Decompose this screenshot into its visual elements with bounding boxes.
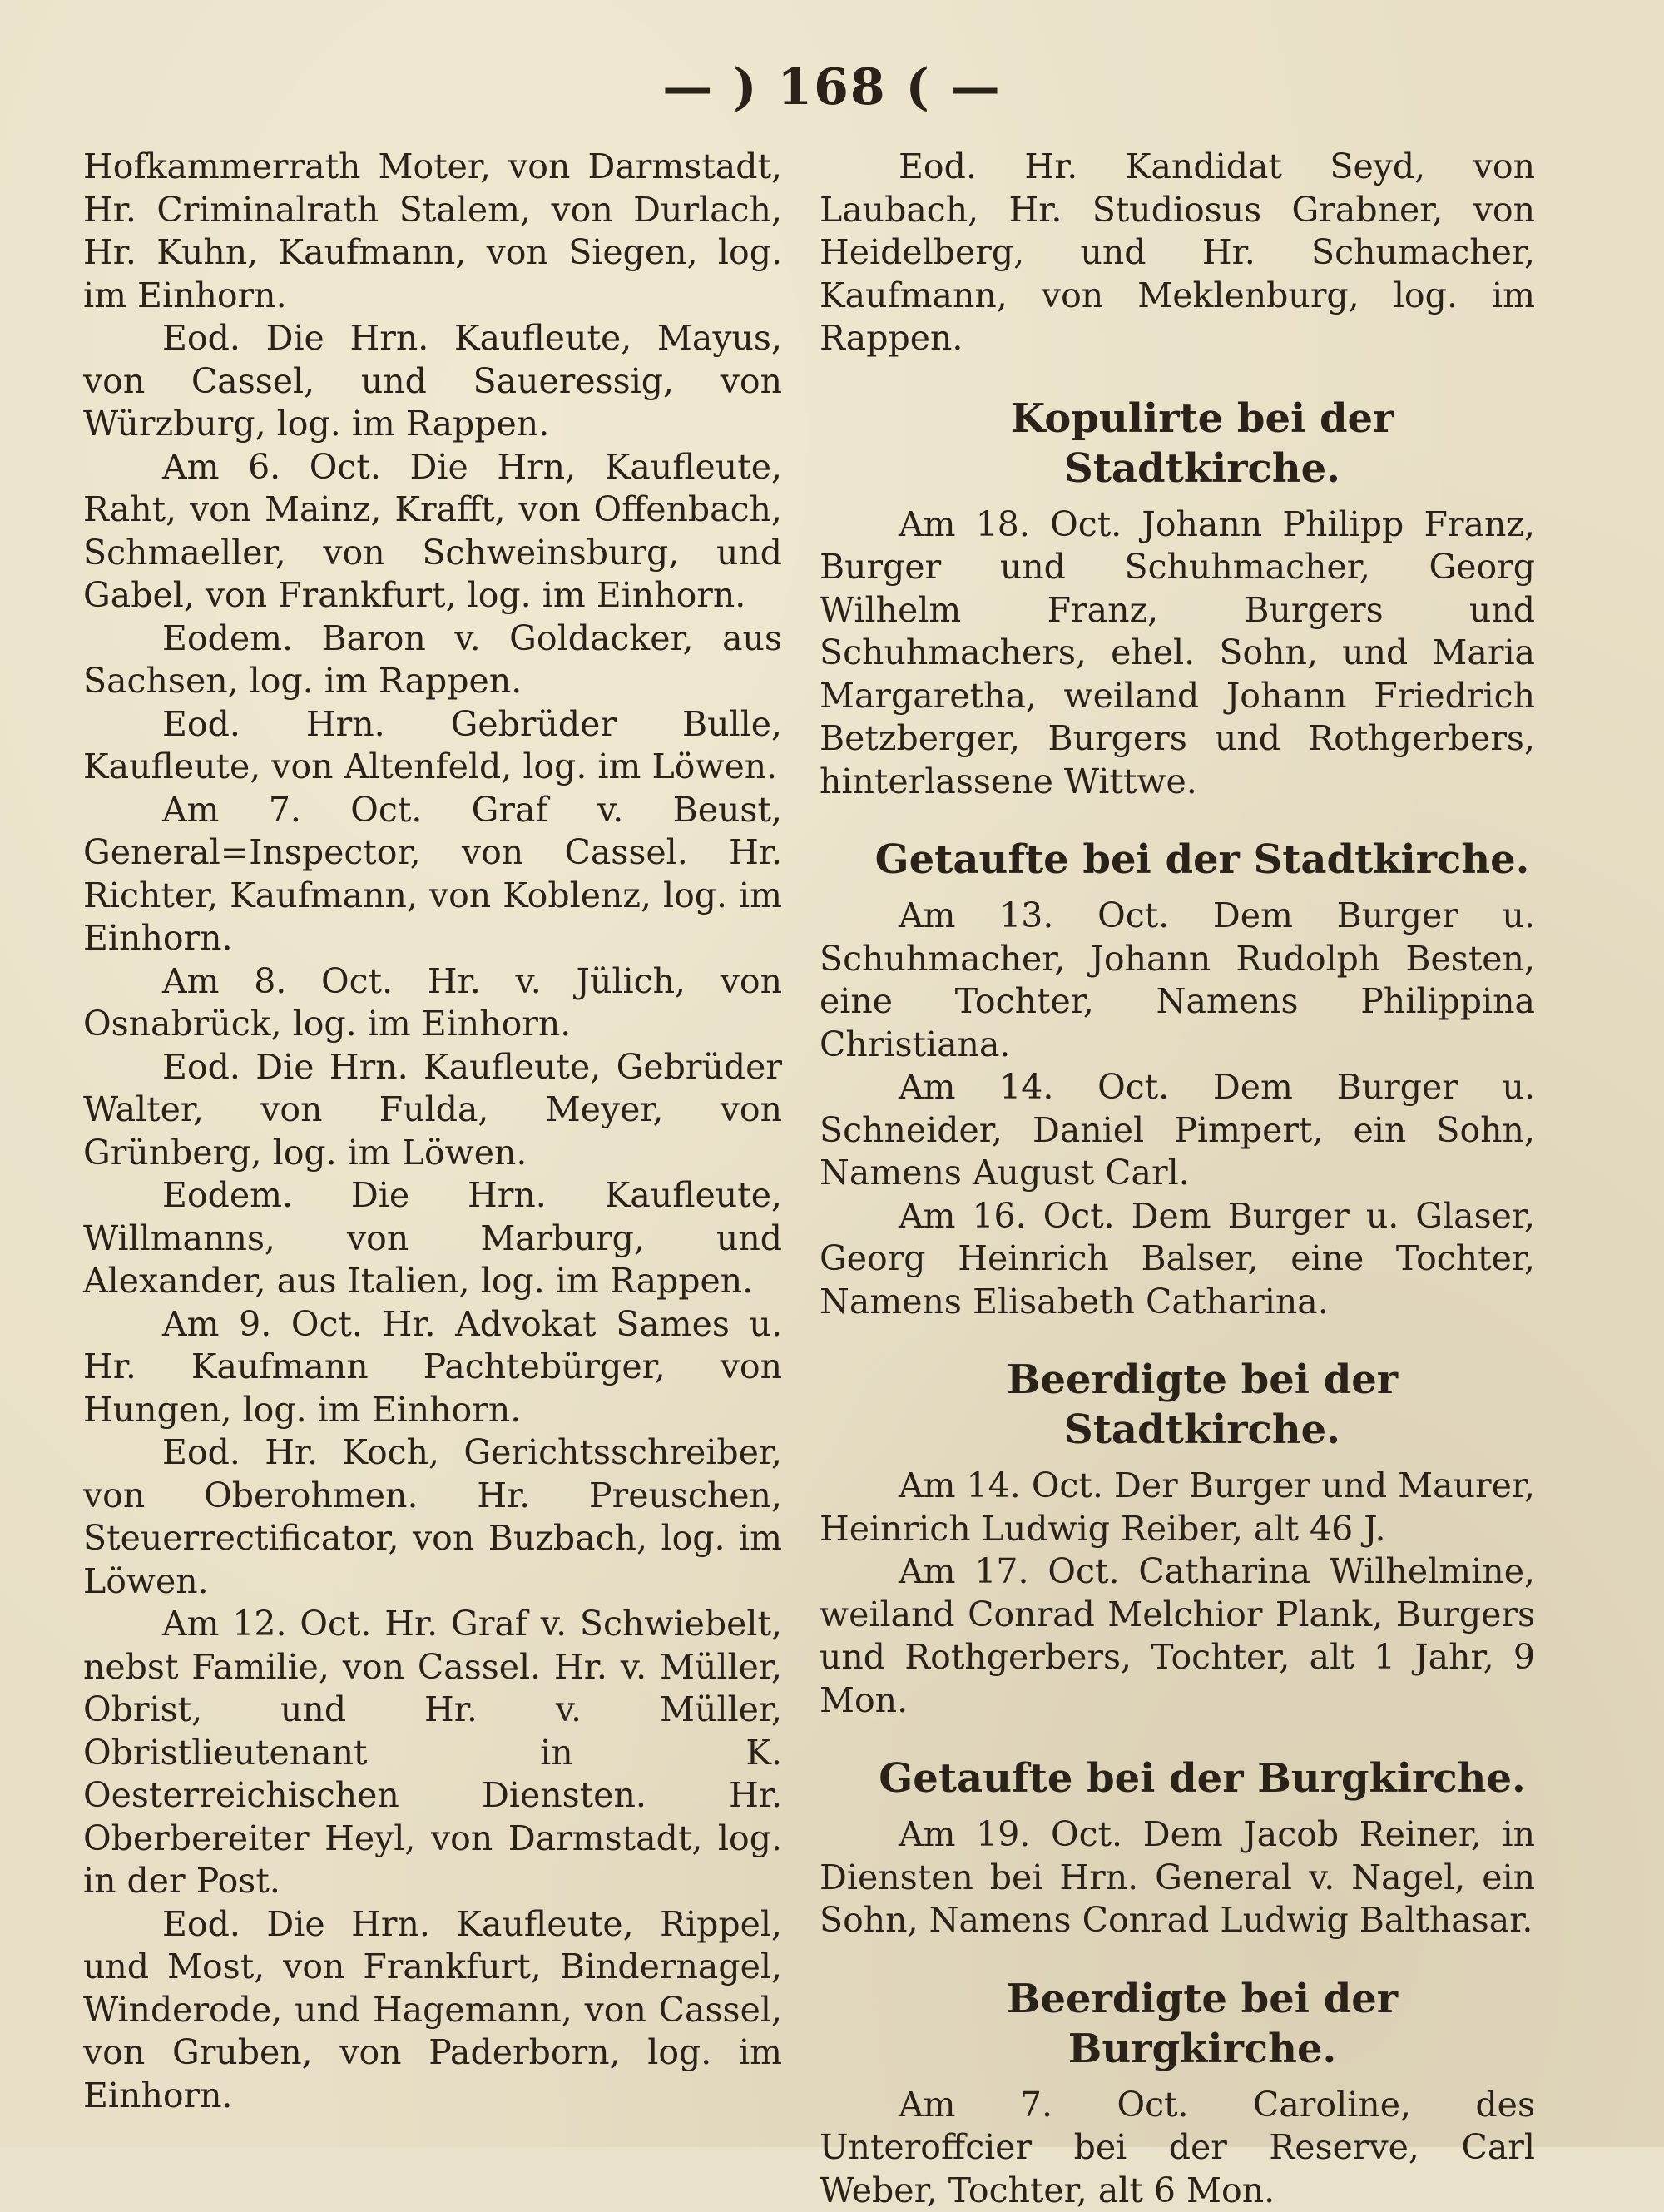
entry-paragraph: Am 17. Oct. Catharina Wilhelmine, weiland Conrad Melchior Plank, Burgers und Rothgerbers, Tochter, alt 1 Jahr, 9 Mon. <box>820 1550 1535 1722</box>
section-heading: Beerdigte bei der Burgkirche. <box>820 1974 1535 2074</box>
entry-paragraph: Eod. Die Hrn. Kaufleute, Mayus, von Cassel, und Saueressig, von Würzburg, log. im Rappen. <box>83 317 782 446</box>
entry-paragraph: Am 19. Oct. Dem Jacob Reiner, in Diensten bei Hrn. General v. Nagel, ein Sohn, Namens Conrad Ludwig Balthasar. <box>820 1813 1535 1942</box>
entry-paragraph: Am 13. Oct. Dem Burger u. Schuhmacher, Johann Rudolph Besten, eine Tochter, Namens Philippina Christiana. <box>820 895 1535 1066</box>
entry-paragraph: Am 7. Oct. Graf v. Beust, General=Inspector, von Cassel. Hr. Richter, Kaufmann, von Koblenz, log. im Einhorn. <box>83 789 782 960</box>
entry-paragraph: Am 18. Oct. Johann Philipp Franz, Burger und Schuhmacher, Georg Wilhelm Franz, Burgers und Schuhmachers, ehel. Sohn, und Maria Margaretha, weiland Johann Friedrich Betzberger, Burgers und Rothgerbers, hinterlassene Wittwe. <box>820 503 1535 804</box>
entry-paragraph: Am 14. Oct. Dem Burger u. Schneider, Daniel Pimpert, ein Sohn, Namens August Carl. <box>820 1066 1535 1195</box>
entry-paragraph: Eod. Die Hrn. Kaufleute, Rippel, und Most, von Frankfurt, Bindernagel, Winderode, und Hagemann, von Cassel, von Gruben, von Paderborn, log. im Einhorn. <box>83 1903 782 2118</box>
entry-paragraph: Eod. Die Hrn. Kaufleute, Gebrüder Walter, von Fulda, Meyer, von Grünberg, log. im Löwen. <box>83 1046 782 1175</box>
entry-paragraph: Am 8. Oct. Hr. v. Jülich, von Osnabrück, log. im Einhorn. <box>83 960 782 1046</box>
entry-paragraph: Am 12. Oct. Hr. Graf v. Schwiebelt, nebst Familie, von Cassel. Hr. v. Müller, Obrist, und Hr. v. Müller, Obristlieutenant in K. Oesterreichischen Diensten. Hr. Oberbereiter Heyl, von Darmstadt, log. in der Post. <box>83 1603 782 1903</box>
entry-paragraph: Am 14. Oct. Der Burger und Maurer, Heinrich Ludwig Reiber, alt 46 J. <box>820 1465 1535 1550</box>
entry-paragraph: Am 9. Oct. Hr. Advokat Sames u. Hr. Kaufmann Pachtebürger, von Hungen, log. im Einhorn. <box>83 1303 782 1432</box>
entry-paragraph: Eod. Hrn. Gebrüder Bulle, Kaufleute, von Altenfeld, log. im Löwen. <box>83 703 782 789</box>
section-heading: Getaufte bei der Stadtkirche. <box>820 835 1535 885</box>
page-number-header: — ) 168 ( — <box>0 58 1664 117</box>
entry-paragraph: Eodem. Baron v. Goldacker, aus Sachsen, log. im Rappen. <box>83 617 782 703</box>
entry-paragraph: Hofkammerrath Moter, von Darmstadt, Hr. Criminalrath Stalem, von Durlach, Hr. Kuhn, Kaufmann, von Siegen, log. im Einhorn. <box>83 146 782 317</box>
left-column <box>83 146 782 2117</box>
right-column <box>820 146 1535 2212</box>
entry-paragraph: Eod. Hr. Koch, Gerichtsschreiber, von Oberohmen. Hr. Preuschen, Steuerrectificator, von Buzbach, log. im Löwen. <box>83 1431 782 1603</box>
entry-paragraph: Am 7. Oct. Caroline, des Unteroffcier bei der Reserve, Carl Weber, Tochter, alt 6 Mon. <box>820 2084 1535 2212</box>
entry-paragraph: Am 6. Oct. Die Hrn, Kaufleute, Raht, von Mainz, Krafft, von Offenbach, Schmaeller, von Schweinsburg, und Gabel, von Frankfurt, log. im Einhorn. <box>83 446 782 617</box>
section-heading: Beerdigte bei der Stadtkirche. <box>820 1355 1535 1455</box>
entry-paragraph: Am 16. Oct. Dem Burger u. Glaser, Georg Heinrich Balser, eine Tochter, Namens Elisabeth Catharina. <box>820 1195 1535 1324</box>
section-heading: Getaufte bei der Burgkirche. <box>820 1753 1535 1803</box>
section-heading: Kopulirte bei der Stadtkirche. <box>820 394 1535 493</box>
entry-paragraph: Eodem. Die Hrn. Kaufleute, Willmanns, von Marburg, und Alexander, aus Italien, log. im Rappen. <box>83 1174 782 1303</box>
entry-paragraph: Eod. Hr. Kandidat Seyd, von Laubach, Hr. Studiosus Grabner, von Heidelberg, und Hr. Schumacher, Kaufmann, von Meklenburg, log. im Rappen. <box>820 146 1535 360</box>
